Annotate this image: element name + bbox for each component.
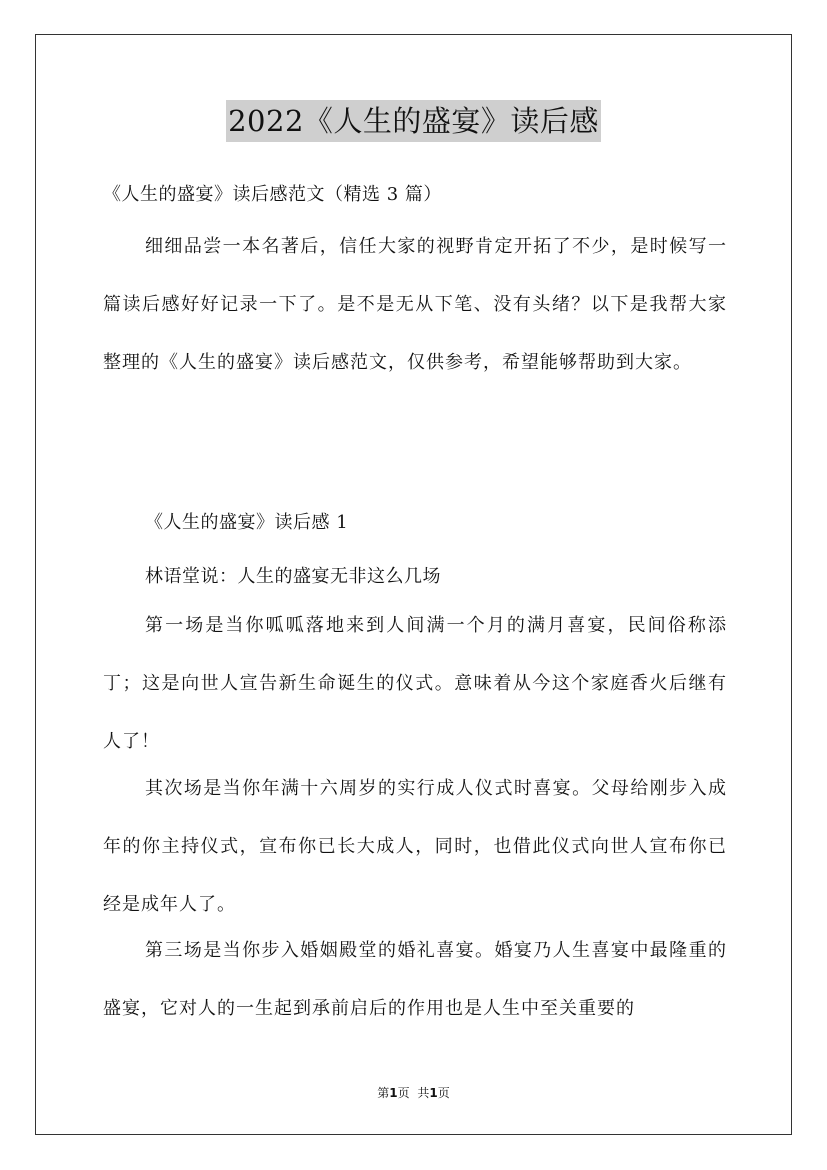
document-title: 2022《人生的盛宴》读后感 (226, 100, 601, 142)
paragraph-second: 其次场是当你年满十六周岁的实行成人仪式时喜宴。父母给刚步入成年的你主持仪式，宣布你已长大成人，同时，也借此仪式向世人宣布你已经是成年人了。 (103, 778, 727, 915)
intro-paragraph: 细细品尝一本名著后，信任大家的视野肯定开拓了不少，是时候写一篇读后感好好记录一下了。是不是无从下笔、没有头绪？以下是我帮大家整理的《人生的盛宴》读后感范文，仅供参考，希望能够帮助到大家。 (103, 236, 727, 373)
total-pages: 1 (429, 1086, 438, 1100)
page-suffix: 页 (397, 1086, 410, 1100)
document-subtitle: 《人生的盛宴》读后感范文（精选 3 篇） (103, 184, 442, 205)
paragraph-third: 第三场是当你步入婚姻殿堂的婚礼喜宴。婚宴乃人生喜宴中最隆重的盛宴，它对人的一生起到承前启后的作用也是人生中至关重要的 (103, 940, 727, 1019)
total-suffix: 页 (437, 1086, 450, 1100)
paragraph-first: 第一场是当你呱呱落地来到人间满一个月的满月喜宴，民间俗称添丁；这是向世人宣告新生命诞生的仪式。意味着从今这个家庭香火后继有人了！ (103, 615, 727, 752)
title-container (0, 100, 827, 142)
section-heading: 《人生的盛宴》读后感 1 (145, 512, 349, 533)
page-prefix: 第 (377, 1086, 390, 1100)
quote-line: 林语堂说：人生的盛宴无非这么几场 (145, 566, 441, 587)
page-number: 1 (389, 1086, 398, 1100)
total-prefix: 共 (417, 1086, 430, 1100)
page-footer (0, 1084, 827, 1101)
